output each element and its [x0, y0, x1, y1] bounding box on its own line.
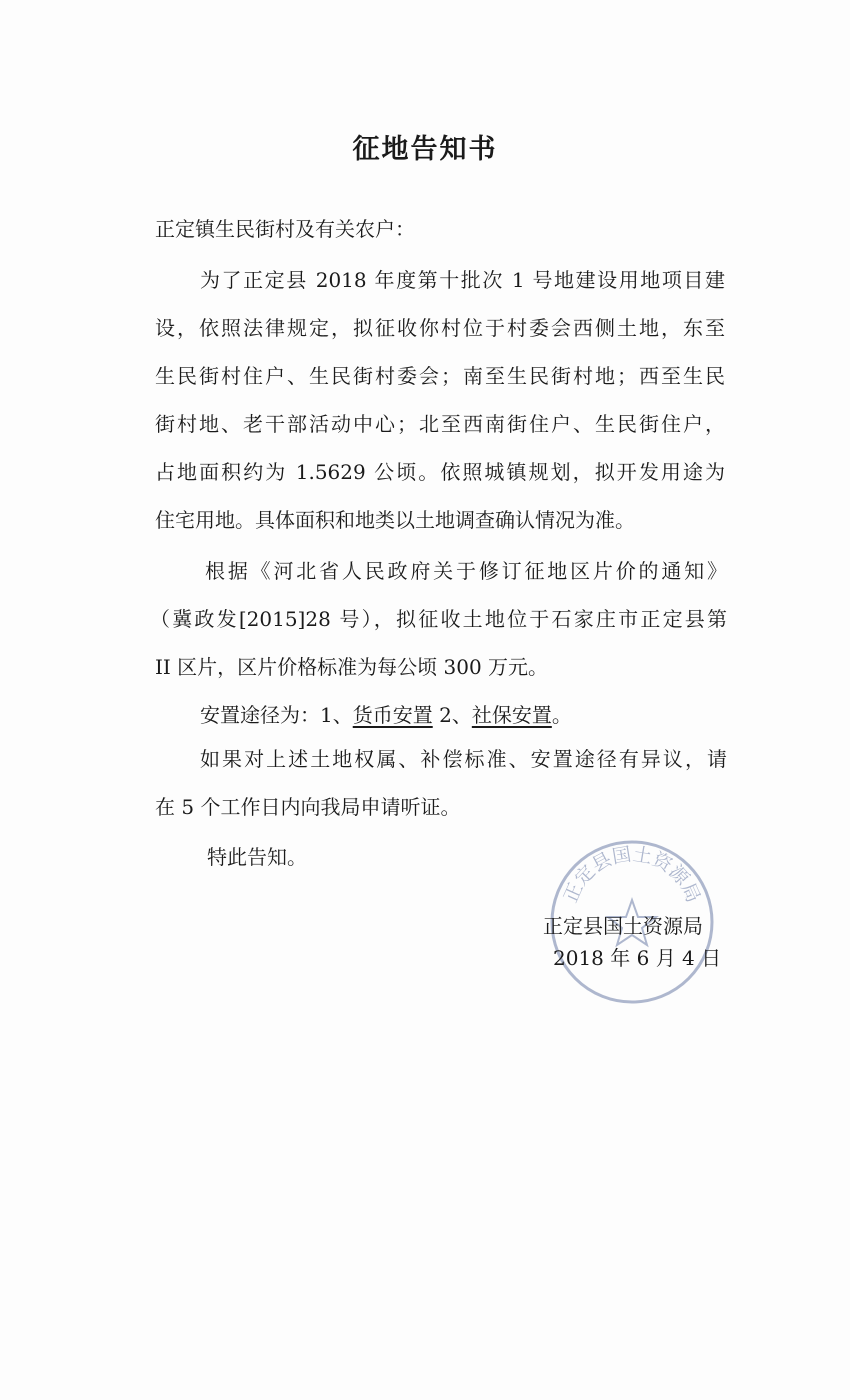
para4-line1: 如果对上述土地权属、补偿标准、安置途径有异议，请: [200, 747, 727, 771]
resettlement-option-social: 社保安置: [471, 703, 552, 727]
issuing-authority: 正定县国土资源局: [543, 914, 703, 938]
resettlement-prefix: 安置途径为：1、: [200, 703, 353, 727]
closing: 特此告知。: [207, 845, 307, 869]
resettlement-option-cash: 货币安置: [352, 703, 433, 727]
para1-line3: 生民街村住户、生民街村委会；南至生民街村地；西至生民: [155, 364, 725, 388]
para1-line6: 住宅用地。具体面积和地类以土地调查确认情况为准。: [155, 508, 635, 532]
seal-text: [560, 843, 705, 906]
para1-line4: 街村地、老干部活动中心；北至西南街住户、生民街住户，: [155, 412, 725, 436]
resettlement-mid: 2、: [432, 703, 472, 727]
para1-line2: 设，依照法律规定，拟征收你村位于村委会西侧土地，东至: [155, 316, 725, 340]
document-title: 征地告知书: [352, 134, 498, 165]
para1-line1: 为了正定县 2018 年度第十批次 1 号地建设用地项目建: [200, 268, 725, 292]
para4-line2: 在 5 个工作日内向我局申请听证。: [155, 795, 461, 819]
para2-line2: （冀政发[2015]28 号），拟征收土地位于石家庄市正定县第: [150, 607, 727, 631]
resettlement-line: [200, 701, 572, 729]
para2-line1: 根据《河北省人民政府关于修订征地区片价的通知》: [205, 559, 727, 583]
para1-line5: 占地面积约为 1.5629 公顷。依照城镇规划，拟开发用途为: [155, 460, 725, 484]
issue-date: 2018 年 6 月 4 日: [553, 946, 722, 970]
resettlement-suffix: 。: [551, 703, 572, 727]
seal-text-path: 正定县国土资源局: [559, 843, 705, 906]
para2-line3: II 区片，区片价格标准为每公顷 300 万元。: [155, 655, 549, 679]
salutation: 正定镇生民街村及有关农户：: [155, 217, 415, 241]
